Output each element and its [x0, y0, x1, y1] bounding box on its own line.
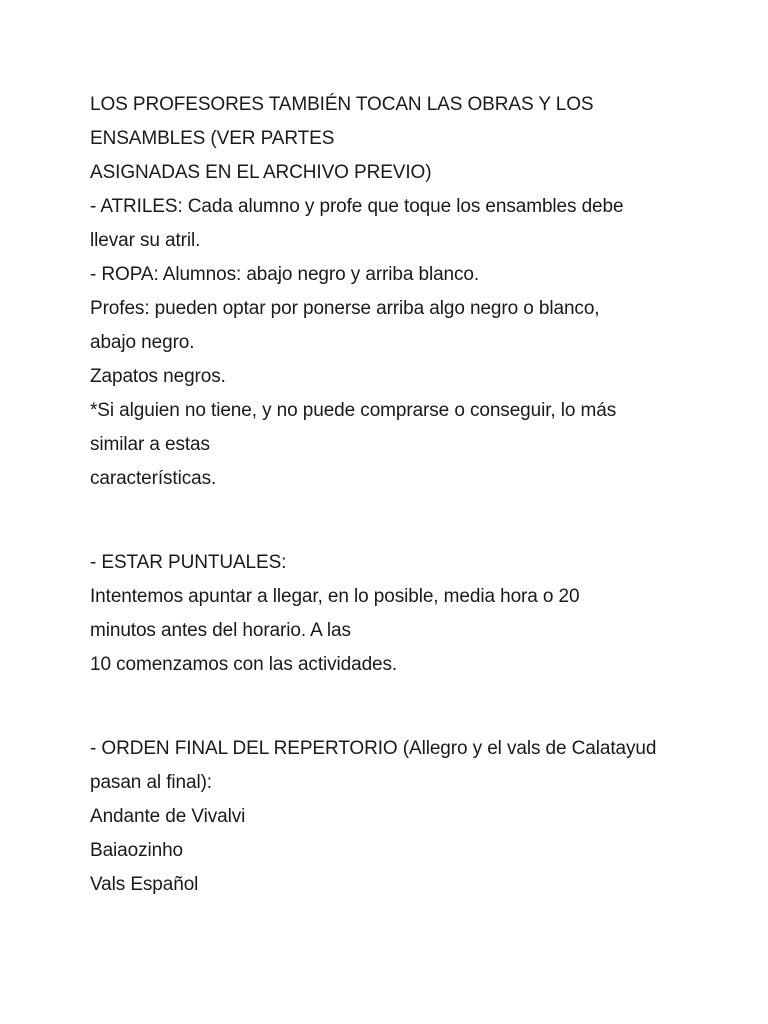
text-line: similar a estas	[90, 434, 210, 455]
section-heading: - ORDEN FINAL DEL REPERTORIO (Allegro y el vals de Calatayud	[90, 738, 657, 759]
text-line: Intentemos apuntar a llegar, en lo posible, media hora o 20	[90, 586, 580, 607]
text-line: *Si alguien no tiene, y no puede comprarse o conseguir, lo más	[90, 400, 617, 421]
text-line: 10 comenzamos con las actividades.	[90, 654, 398, 675]
text-line: LOS PROFESORES TAMBIÉN TOCAN LAS OBRAS Y LOS	[90, 94, 594, 115]
text-line: Zapatos negros.	[90, 366, 226, 387]
text-line: ASIGNADAS EN EL ARCHIVO PREVIO)	[90, 162, 432, 183]
section-heading: - ESTAR PUNTUALES:	[90, 552, 287, 573]
repertoire-item: Andante de Vivalvi	[90, 806, 246, 827]
paragraph-gap	[90, 496, 690, 546]
text-line: características.	[90, 468, 217, 489]
section-repertorio	[90, 732, 690, 902]
text-line: - ROPA: Alumnos: abajo negro y arriba blanco.	[90, 264, 480, 285]
text-line: pasan al final):	[90, 772, 212, 793]
text-line: llevar su atril.	[90, 230, 201, 251]
section-intro	[90, 88, 690, 496]
repertoire-item: Vals Español	[90, 874, 199, 895]
document-body	[90, 88, 690, 902]
text-line: Profes: pueden optar por ponerse arriba algo negro o blanco,	[90, 298, 600, 319]
repertoire-item: Baiaozinho	[90, 840, 184, 861]
paragraph-gap	[90, 682, 690, 732]
section-puntuales	[90, 546, 690, 682]
text-line: abajo negro.	[90, 332, 195, 353]
text-line: - ATRILES: Cada alumno y profe que toque los ensambles debe	[90, 196, 624, 217]
text-line: ENSAMBLES (VER PARTES	[90, 128, 335, 149]
text-line: minutos antes del horario. A las	[90, 620, 351, 641]
